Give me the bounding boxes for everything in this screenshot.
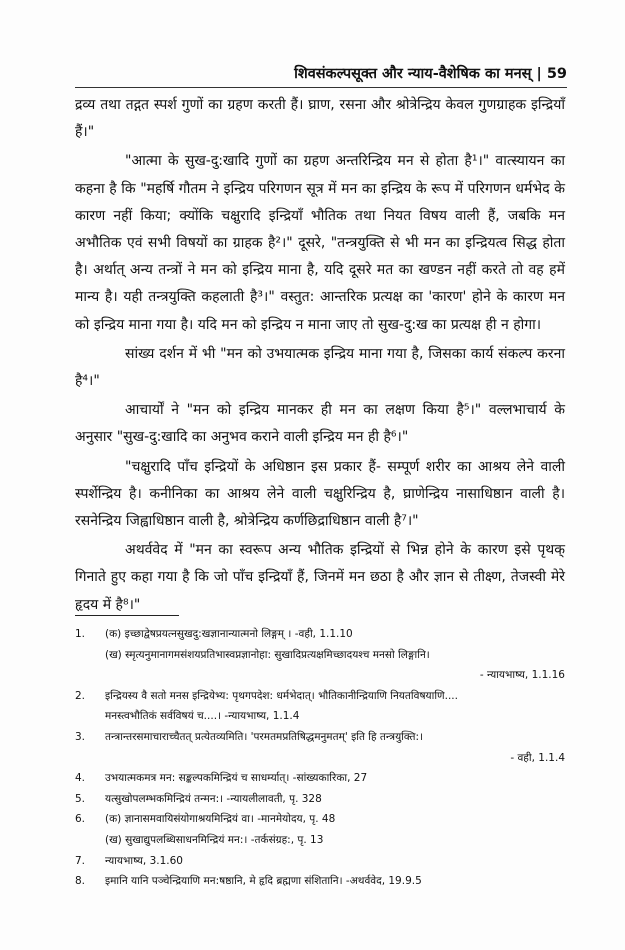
- footnote-source: - न्यायभाष्य, 1.1.16: [479, 669, 565, 682]
- footnote-number: 7.: [75, 854, 86, 867]
- footnote: [75, 789, 565, 810]
- footnote-rule: [75, 615, 179, 616]
- footnote: [75, 624, 565, 645]
- paragraph: "आत्मा के सुख-दु:खादि गुणों का ग्रहण अन्तरिन्द्रिय मन से होता है¹।" वात्स्यायन का कहना है कि "महर्षि गौतम ने इन्द्रिय परिगणन सूत्र में मन का इन्द्रिय के रूप में परिगणन धर्मभेद के कारण नहीं किया; क्योंकि चक्षुरादि इन्द्रियाँ भौतिक तथा नियत विषय वाली हैं, जबकि मन अभौतिक एवं सभी विषयों का ग्राहक है²।" दूसरे, "तन्त्रयुक्ति से भी मन का इन्द्रियत्व सिद्ध होता है। अर्थात् अन्य तन्त्रों ने मन को इन्द्रिय माना है, यदि दूसरे मत का खण्डन नहीं करते तो वह हमें मान्य है। यही तन्त्रयुक्ति कहलाती है³।" वस्तुत: आन्तरिक प्रत्यक्ष का 'कारण' होने के कारण मन को इन्द्रिय माना गया है। यदि मन को इन्द्रिय न माना जाए तो सुख-दु:ख का प्रत्यक्ष ही न होगा।: [75, 153, 565, 333]
- footnote-text: इमानि यानि पञ्चेन्द्रियाणि मन:षष्ठानि, मे हृदि ब्रह्मणा संशितानि। -अथर्ववेद, 19.9.5: [105, 875, 422, 888]
- footnote-source: - वही, 1.1.4: [510, 751, 565, 764]
- footnote: [75, 665, 565, 686]
- footnote-text: (क) इच्छाद्वेषप्रयत्नसुखदु:खज्ञानान्यात्मनो लिङ्गम् । -वही, 1.1.10: [105, 628, 353, 640]
- footnote-text: तन्त्रान्तरसमाचाराच्चैतत् प्रत्येतव्यमिति। 'परमतमप्रतिषिद्धमनुमतम्' इति हि तन्त्रयुक्ति:।: [105, 730, 424, 743]
- footnote-number: 6.: [75, 813, 86, 826]
- footnote-text: (ख) स्मृत्यनुमानागमसंशयप्रतिभास्वप्नज्ञानोहा: सुखादिप्रत्यक्षमिच्छादयश्च मनसो लिङ्गानि।: [105, 648, 430, 661]
- footnote: [75, 830, 565, 851]
- footnote-text: न्यायभाष्य, 3.1.60: [105, 854, 183, 867]
- footnote-number: [75, 645, 105, 666]
- body-text: [75, 92, 565, 619]
- footnote: [75, 851, 565, 872]
- footnote-number: [75, 830, 105, 851]
- footnote: [75, 686, 565, 707]
- paragraph: आचार्यों ने "मन को इन्द्रिय मानकर ही मन का लक्षण किया है⁵।" वल्लभाचार्य के अनुसार "सुख-दु:खादि का अनुभव कराने वाली इन्द्रिय मन ही है⁶।": [75, 402, 565, 446]
- paragraph: "चक्षुरादि पाँच इन्द्रियों के अधिष्ठान इस प्रकार हैं- सम्पूर्ण शरीर का आश्रय लेने वाली स्पर्शेन्द्रिय है। कनीनिका का आश्रय लेने वाली चक्षुरिन्द्रिय है, घ्राणेन्द्रिय नासाधिष्ठान वाली है। रसनेन्द्रिय जिह्वाधिष्ठान वाली है, श्रोत्रेन्द्रिय कर्णछिद्राधिष्ठान वाली है⁷।": [75, 458, 565, 530]
- footnote: [75, 645, 565, 666]
- footnote-text: यत्सुखोपलम्भकमिन्द्रियं तन्मन:। -न्यायलीलावती, पृ. 328: [105, 792, 322, 805]
- footnote: [75, 768, 565, 789]
- footnote: [75, 748, 565, 769]
- footnote-text: मनस्त्वभौतिकं सर्वविषयं च....। -न्यायभाष्य, 1.1.4: [105, 710, 300, 723]
- footnote-text: (ख) सुखाद्युपलब्धिसाधनमिन्द्रियं मन:। -तर्कसंग्रह:, पृ. 13: [105, 833, 324, 846]
- footnote-number: 2.: [75, 689, 86, 702]
- paragraph: अथर्ववेद में "मन का स्वरूप अन्य भौतिक इन्द्रियों से भिन्न होने के कारण इसे पृथक् गिनाते हुए कहा गया है कि जो पाँच इन्द्रियाँ हैं, जिनमें मन छठा है और ज्ञान से तीक्ष्ण, तेजस्वी मेरे हृदय में है⁸।": [75, 542, 565, 613]
- footnote-text: (क) ज्ञानासमवायिसंयोगाश्रयमिन्द्रियं वा। -मानमेयोदय, पृ. 48: [105, 813, 336, 826]
- footnote-number: 1.: [75, 628, 86, 640]
- footnote-number: [75, 748, 105, 769]
- paragraph: द्रव्य तथा तद्गत स्पर्श गुणों का ग्रहण करती हैं। घ्राण, रसना और श्रोत्रेन्द्रिय केवल गुणग्राहक इन्द्रियाँ हैं।": [75, 97, 565, 141]
- footnote-text: इन्द्रियस्य वै सतो मनस इन्द्रियेभ्य: पृथगपदेश: धर्मभेदात्। भौतिकानीन्द्रियाणि नियतविषयाणि....: [105, 689, 458, 702]
- header-rule: [75, 87, 567, 88]
- footnote-number: 8.: [75, 875, 86, 888]
- running-head: शिवसंकल्पसूक्त और न्याय-वैशेषिक का मनस् | 59: [294, 66, 567, 82]
- paragraph: सांख्य दर्शन में भी "मन को उभयात्मक इन्द्रिय माना गया है, जिसका कार्य संकल्प करना है⁴।": [75, 345, 565, 390]
- footnote: [75, 706, 565, 727]
- footnote-number: [75, 665, 105, 686]
- footnote-number: 3.: [75, 730, 86, 743]
- footnote-text: उभयात्मकमत्र मन: सङ्कल्पकमिन्द्रियं च साधर्म्यात्। -सांख्यकारिका, 27: [105, 772, 368, 785]
- footnote-number: [75, 706, 105, 727]
- footnote: [75, 809, 565, 830]
- footnote: [75, 871, 565, 892]
- footnote-number: 4.: [75, 772, 86, 785]
- footnote-number: 5.: [75, 792, 86, 805]
- footnote: [75, 727, 565, 748]
- footnotes: [75, 624, 565, 892]
